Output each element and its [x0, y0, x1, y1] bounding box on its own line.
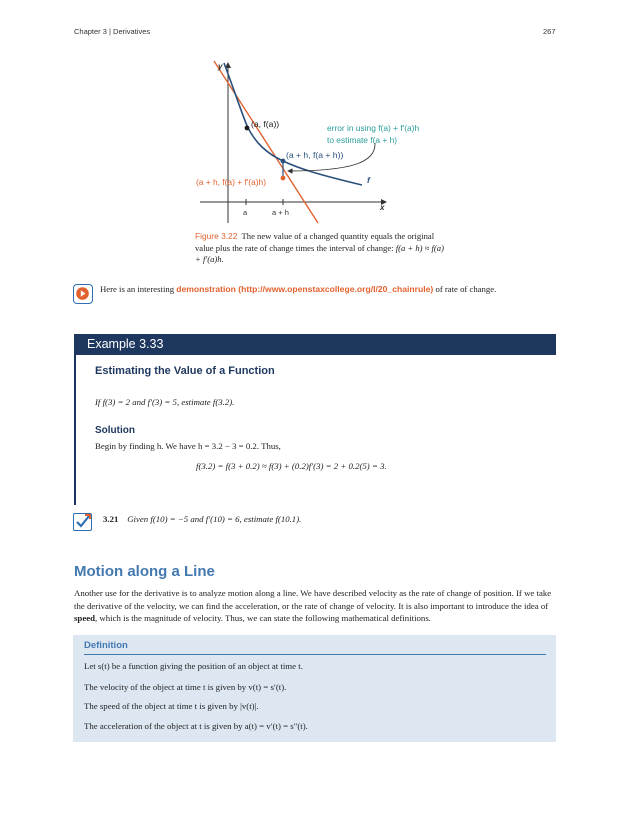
solution-line2: f(3.2) = f(3 + 0.2) ≈ f(3) + (0.2)f′(3) = 2 + 0.2(5) = 3. — [196, 461, 387, 471]
point-a-plus-h — [281, 159, 286, 164]
solution-line1: Begin by finding h. We have h = 3.2 − 3 = 0.2. Thus, — [95, 441, 281, 451]
point-a — [245, 126, 250, 131]
demo-link[interactable]: demonstration (http://www.openstaxcollege.org/l/20_chainrule) — [176, 284, 434, 294]
demo-text-before: Here is an interesting — [100, 284, 175, 294]
curve-label: f — [367, 175, 370, 185]
definition-rule — [84, 654, 546, 655]
x-axis-label: x — [380, 203, 385, 212]
section-para-part1: Another use for the derivative is to analyze motion along a line. We have described velocity as the rate of change of position. If we take the derivative of the velocity, we can find the acceleration, or the rate of change of velocity. It is also important to introduce the idea of — [74, 588, 552, 611]
figure-caption-text: The new value of a changed quantity equals the original value plus the rate of change times the interval of change: — [195, 231, 435, 253]
definition-line-3: The acceleration of the object at t is given by a(t) = v′(t) = s″(t). — [84, 721, 308, 731]
error-label-line2: to estimate f(a + h) — [327, 135, 398, 145]
figure-graph — [190, 55, 420, 225]
point-tangent-estimate — [281, 176, 286, 181]
chapter-header: Chapter 3 | Derivatives — [74, 27, 151, 36]
demo-text-after: of rate of change. — [435, 284, 497, 294]
checkpoint-text: Given f(10) = −5 and f′(10) = 6, estimate f(10.1). — [127, 514, 302, 524]
checkpoint-number: 3.21 — [103, 514, 119, 524]
definition-line-2: The speed of the object at time t is given by |v(t)|. — [84, 701, 259, 711]
definition-heading: Definition — [84, 640, 128, 651]
example-problem: If f(3) = 2 and f′(3) = 5, estimate f(3.2). — [95, 397, 235, 407]
checkbox-pencil-icon — [73, 513, 92, 531]
section-para-bold: speed — [74, 613, 96, 624]
section-para-part2: , which is the magnitude of velocity. Thus, we can state the following mathematical definitions. — [95, 613, 431, 624]
section-paragraph — [74, 587, 558, 625]
example-box — [74, 334, 556, 505]
checkpoint-line — [103, 514, 301, 524]
demo-line — [100, 284, 496, 294]
example-title: Estimating the Value of a Function — [95, 365, 275, 377]
definition-line-1: The velocity of the object at time t is given by v(t) = s′(t). — [84, 682, 287, 692]
y-axis-label: y — [218, 62, 223, 71]
tangent-line — [214, 61, 318, 223]
tick-a-plus-h-label: a + h — [272, 208, 289, 217]
figure-caption-label: Figure 3.22 — [195, 231, 238, 241]
tick-a-label: a — [243, 208, 248, 217]
point-a-plus-h-label: (a + h, f(a + h)) — [286, 150, 344, 160]
example-header: Example 3.33 — [74, 334, 556, 355]
solution-heading: Solution — [95, 425, 135, 436]
figure-caption-formula: f(a + h) ≈ f(a) + f′(a)h. — [195, 242, 444, 265]
page-number: 267 — [543, 27, 556, 36]
figure-caption — [195, 231, 445, 266]
point-a-label: (a, f(a)) — [251, 119, 280, 129]
definition-line-0: Let s(t) be a function giving the position of an object at time t. — [84, 661, 303, 671]
section-title: Motion along a Line — [74, 563, 215, 580]
tangent-estimate-label: (a + h, f(a) + f′(a)h) — [196, 177, 266, 187]
error-label-line1: error in using f(a) + f′(a)h — [327, 123, 420, 133]
media-play-icon[interactable] — [73, 284, 93, 304]
